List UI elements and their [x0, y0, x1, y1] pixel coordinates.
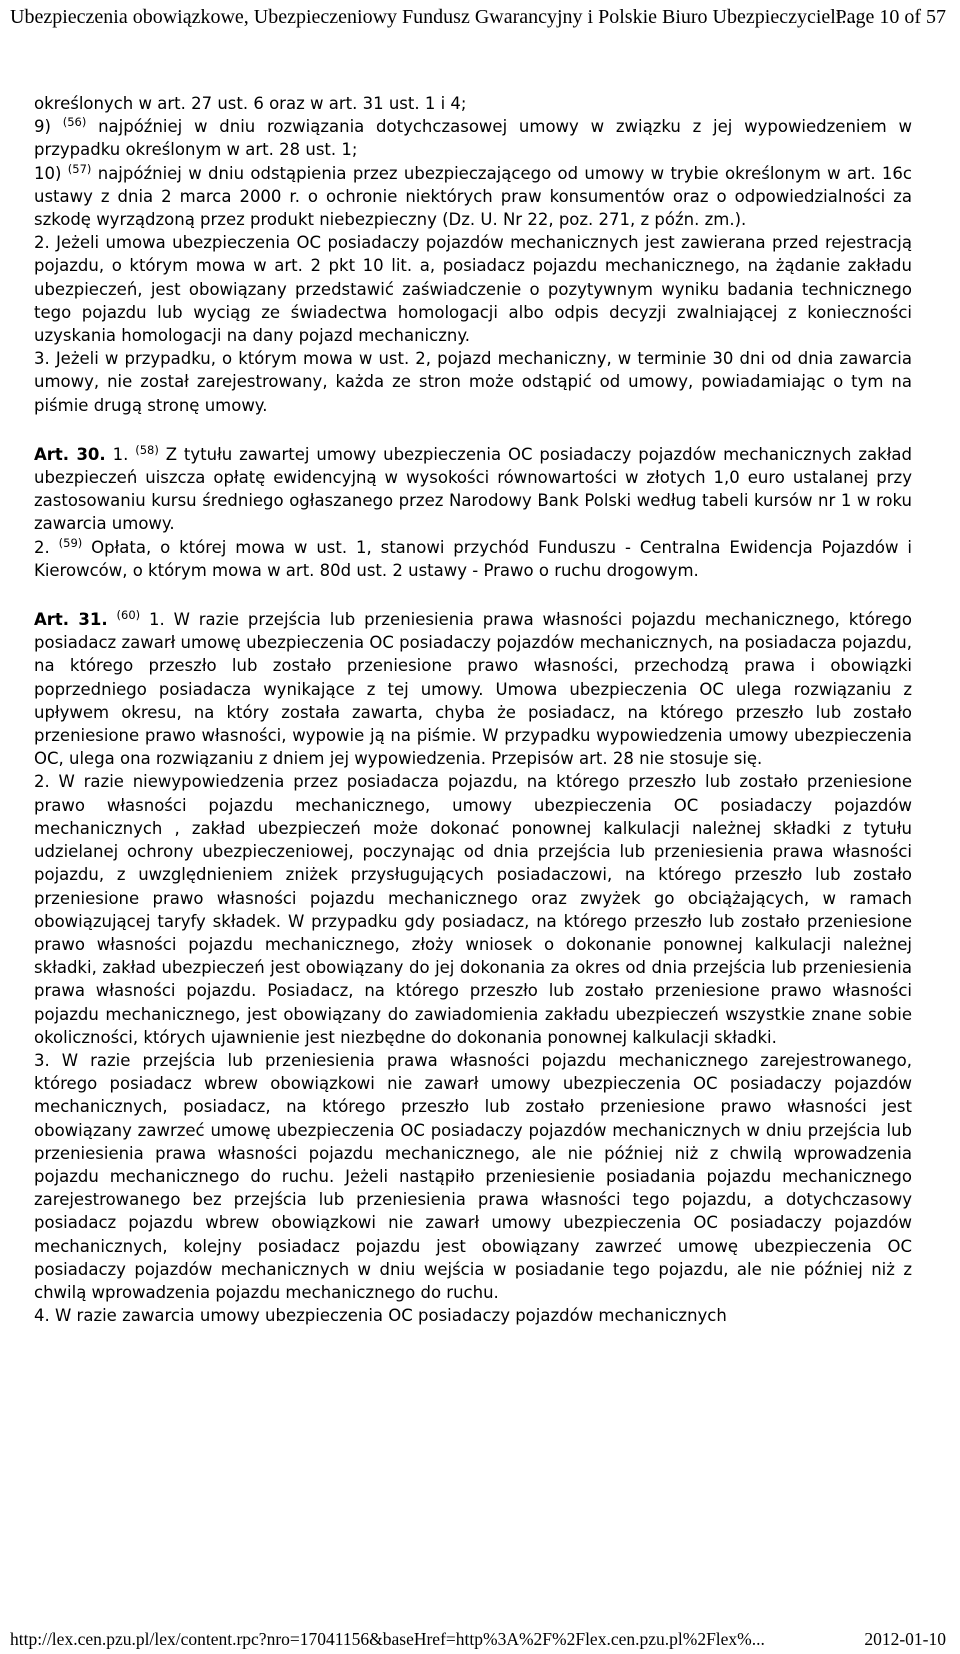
page-number: Page 10 of 57	[835, 6, 946, 28]
list-item-9	[34, 115, 912, 161]
source-url: http://lex.cen.pzu.pl/lex/content.rpc?nro=17041156&baseHref=http%3A%2F%2Flex.cen.pzu.pl%2Flex%...	[10, 1629, 765, 1649]
spacer	[34, 417, 912, 443]
list-item-10	[34, 162, 912, 232]
footnote-ref: (56)	[62, 115, 87, 130]
article-31-ust-2: 2. W razie niewypowiedzenia przez posiadacza pojazdu, na którego przeszło lub zostało przeniesione prawo własności pojazdu mechanicznego, umowy ubezpieczenia OC posiadaczy pojazdów mechanicznych , zakład ubezpieczeń może dokonać ponownej kalkulacji należnej składki z tytułu udzielanej ochrony ubezpieczeniowej, poczynając od dnia przejścia lub przeniesienia prawa własności pojazdu, z uwzględnieniem zniżek przysługujących posiadaczowi, na którego przeszło lub zostało przeniesione prawo własności pojazdu mechanicznego oraz zwyżek go obciążających, w ramach obowiązującej taryfy składek. W przypadku gdy posiadacz, na którego przeszło lub zostało przeniesione prawo własności pojazdu mechanicznego, złoży wniosek o dokonanie ponownej kalkulacji należnej składki, zakład ubezpieczeń jest obowiązany do jej dokonania za okres od dnia przejścia lub przeniesienia prawa własności pojazdu. Posiadacz, na którego przeszło lub zostało przeniesione prawo własności pojazdu mechanicznego, jest obowiązany do zawiadomienia zakładu ubezpieczeń wszystkie znane sobie okoliczności, których ujawnienie jest niezbędne do dokonania ponownej kalkulacji składki.	[34, 772, 912, 1047]
article-31-ust-4: 4. W razie zawarcia umowy ubezpieczenia OC posiadaczy pojazdów mechanicznych	[34, 1306, 727, 1326]
paragraph-intro: określonych w art. 27 ust. 6 oraz w art. 31 ust. 1 i 4;	[34, 94, 467, 113]
article-30-ust-1	[34, 443, 912, 536]
list-item-text: najpóźniej w dniu rozwiązania dotychczasowej umowy w związku z jej wypowiedzeniem w przypadku określonym w art. 28 ust. 1;	[34, 117, 912, 160]
footnote-ref: (60)	[116, 608, 141, 623]
article-30-ust-2	[34, 536, 912, 582]
print-date: 2012-01-10	[864, 1629, 946, 1649]
document-title: Ubezpieczenia obowiązkowe, Ubezpieczeniowy Fundusz Gwarancyjny i Polskie Biuro Ubezpieczycieli...	[10, 6, 857, 28]
list-item-number: 10)	[34, 163, 62, 183]
article-31-ust-1	[34, 608, 912, 770]
footnote-ref: (57)	[67, 161, 92, 176]
spacer	[34, 582, 912, 608]
article-label: Art. 31.	[34, 610, 108, 630]
footnote-ref: (58)	[135, 442, 159, 457]
paragraph-ust-2: 2. Jeżeli umowa ubezpieczenia OC posiadaczy pojazdów mechanicznych jest zawierana przed rejestracją pojazdu, o którym mowa w art. 2 pkt 10 lit. a, posiadacz pojazdu mechanicznego, na żądanie zakładu ubezpieczeń, jest obowiązany przedstawić zaświadczenie o pozytywnym wyniku badania technicznego tego pojazdu lub wyciąg ze świadectwa homologacji albo odpis decyzji zwalniającej z konieczności uzyskania homologacji na dany pojazd mechaniczny.	[34, 233, 912, 346]
list-item-text: najpóźniej w dniu odstąpienia przez ubezpieczającego od umowy w trybie określonym w art. 16c ustawy z dnia 2 marca 2000 r. o ochronie niektórych praw konsumentów oraz o odpowiedzialności za szkodę wyrządzoną przez produkt niebezpieczny (Dz. U. Nr 22, poz. 271, z późn. zm.).	[34, 163, 912, 230]
print-header	[0, 0, 960, 34]
document-body	[34, 92, 912, 1327]
footnote-ref: (59)	[58, 535, 83, 550]
article-label: Art. 30.	[34, 444, 106, 464]
ust-number: 2.	[34, 537, 50, 557]
print-footer	[0, 1620, 960, 1654]
ust-text: 1. W razie przejścia lub przeniesienia prawa własności pojazdu mechanicznego, którego posiadacz zawarł umowę ubezpieczenia OC posiadaczy pojazdów mechanicznych, na posiadacza pojazdu, na którego przeszło lub zostało przeniesione prawo własności, przechodzą prawa i obowiązki poprzedniego posiadacza wynikające z tej umowy. Umowa ubezpieczenia OC ulega rozwiązaniu z upływem okresu, na który została zawarta, chyba że posiadacz, na którego przeszło lub zostało przeniesione prawo własności, wypowie ją na piśmie. W przypadku wypowiedzenia umowy ubezpieczenia OC, ulega ona rozwiązaniu z dniem jej wypowiedzenia. Przepisów art. 28 nie stosuje się.	[34, 610, 912, 769]
article-31-ust-3: 3. W razie przejścia lub przeniesienia prawa własności pojazdu mechanicznego zarejestrowanego, którego posiadacz wbrew obowiązkowi nie zawarł umowy ubezpieczenia OC posiadaczy pojazdów mechanicznych, posiadacz, na którego przeszło lub zostało przeniesione prawo własności jest obowiązany zawrzeć umowę ubezpieczenia OC posiadaczy pojazdów mechanicznych w dniu przejścia lub przeniesienia prawa własności pojazdu mechanicznego, ale nie później niż z chwilą wprowadzenia pojazdu mechanicznego do ruchu. Jeżeli nastąpiło przeniesienie posiadania pojazdu mechanicznego zarejestrowanego bez przejścia lub przeniesienia prawa własności tego pojazdu, a dotychczasowy posiadacz pojazdu wbrew obowiązkowi nie zawarł umowy ubezpieczenia OC posiadaczy pojazdów mechanicznych, kolejny posiadacz pojazdu jest obowiązany zawrzeć umowę ubezpieczenia OC posiadaczy pojazdów mechanicznych w dniu wejścia w posiadanie tego pojazdu, ale nie później niż z chwilą wprowadzenia pojazdu mechanicznego do ruchu.	[34, 1050, 912, 1302]
ust-text: Opłata, o której mowa w ust. 1, stanowi przychód Funduszu - Centralna Ewidencja Pojazdów i Kierowców, o którym mowa w art. 80d ust. 2 ustawy - Prawo o ruchu drogowym.	[34, 537, 912, 580]
paragraph-ust-3: 3. Jeżeli w przypadku, o którym mowa w ust. 2, pojazd mechaniczny, w terminie 30 dni od dnia zawarcia umowy, nie został zarejestrowany, każda ze stron może odstąpić od umowy, powiadamiając o tym na piśmie drugą stronę umowy.	[34, 349, 912, 415]
ust-text: Z tytułu zawartej umowy ubezpieczenia OC posiadaczy pojazdów mechanicznych zakład ubezpieczeń uiszcza opłatę ewidencyjną w wysokości równowartości w złotych 1,0 euro ustalanej przy zastosowaniu kursu średniego ogłaszanego przez Narodowy Bank Polski według tabeli kursów nr 1 w roku zawarcia umowy.	[34, 444, 912, 534]
ust-number: 1.	[112, 444, 129, 464]
list-item-number: 9)	[34, 117, 51, 137]
